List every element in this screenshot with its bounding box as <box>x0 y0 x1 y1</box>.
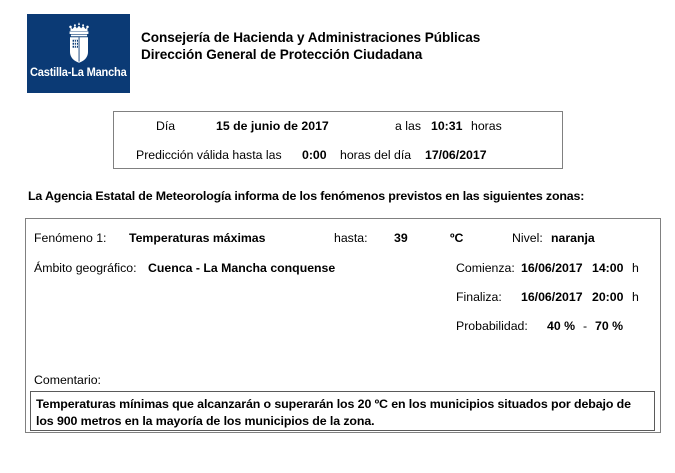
finaliza-unit: h <box>632 290 639 304</box>
ambito-value: Cuenca - La Mancha conquense <box>148 261 336 275</box>
org-title-line1: Consejería de Hacienda y Administraciones Públicas <box>141 30 481 45</box>
dia-label: Día <box>156 119 176 133</box>
ambito-label: Ámbito geográfico: <box>34 261 137 275</box>
finaliza-fecha-value: 16/06/2017 <box>521 290 583 304</box>
organization-titles <box>141 29 480 63</box>
comentario-label: Comentario: <box>34 373 101 387</box>
castilla-la-mancha-logo <box>27 14 130 93</box>
issue-date-row <box>114 112 562 141</box>
nivel-value-badge: naranja <box>551 231 595 245</box>
castilla-la-mancha-coat-of-arms-icon <box>59 20 99 65</box>
hasta-label: hasta: <box>334 231 368 245</box>
validity-row <box>114 141 562 170</box>
a-las-label: a las <box>395 119 421 133</box>
fenomeno-value: Temperaturas máximas <box>129 231 266 245</box>
prediccion-label: Predicción válida hasta las <box>136 148 282 162</box>
probabilidad-max-value: 70 % <box>595 319 624 333</box>
comienza-label: Comienza: <box>456 261 515 275</box>
prediccion-hora-value: 0:00 <box>302 148 327 162</box>
logo-wordmark: Castilla-La Mancha <box>30 67 127 79</box>
comienza-fecha-value: 16/06/2017 <box>521 261 583 275</box>
comentario-text: Temperaturas mínimas que alcanzarán o superarán los 20 ºC en los municipios situados por debajo de los 900 metros en la mayoría de los municipios de la zona. <box>36 397 631 428</box>
probabilidad-label: Probabilidad: <box>456 319 528 333</box>
comienza-unit: h <box>632 261 639 275</box>
comentario-box <box>30 391 655 431</box>
hasta-value: 39 <box>394 231 408 245</box>
issue-time-value: 10:31 <box>431 119 463 133</box>
horas-label: horas <box>471 119 502 133</box>
dia-value: 15 de junio de 2017 <box>216 119 329 133</box>
phenomenon-box <box>25 218 661 433</box>
probabilidad-min-value: 40 % <box>547 319 576 333</box>
org-title-line2: Dirección General de Protección Ciudadana <box>141 47 423 62</box>
issue-date-box <box>113 111 563 169</box>
finaliza-label: Finaliza: <box>456 290 502 304</box>
intro-text: La Agencia Estatal de Meteorología informa de los fenómenos previstos en las siguientes zonas: <box>28 189 585 203</box>
finaliza-hora-value: 20:00 <box>592 290 624 304</box>
fenomeno-label: Fenómeno 1: <box>34 231 107 245</box>
nivel-label: Nivel: <box>512 231 543 245</box>
temperature-unit: ºC <box>450 231 464 245</box>
document-header <box>0 0 675 105</box>
comienza-hora-value: 14:00 <box>592 261 624 275</box>
probabilidad-separator: - <box>583 319 588 333</box>
horas-del-dia-label: horas del día <box>340 148 412 162</box>
prediccion-fecha-value: 17/06/2017 <box>425 148 487 162</box>
